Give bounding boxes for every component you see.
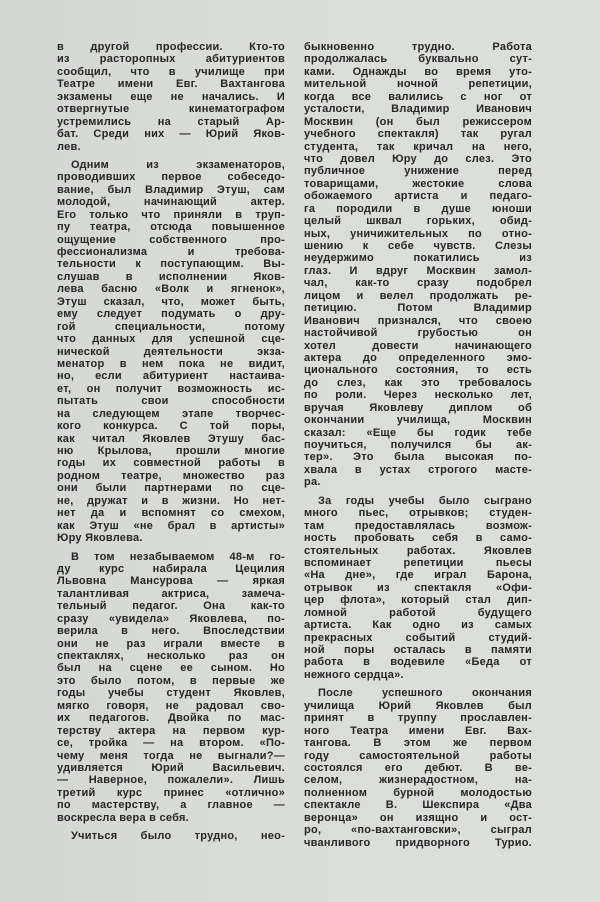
text-line: стоятельных работах. Яковлев <box>304 544 532 557</box>
text-line: глаз. И вдруг Москвин замол- <box>304 264 532 277</box>
text-line: чал, как-то сразу подобрел <box>304 277 532 290</box>
text-line: до слез, как это требовалось <box>304 376 532 389</box>
text-line: усталости, Владимир Иванович <box>304 103 532 116</box>
text-line: Москвин (он был режиссером <box>304 115 532 128</box>
text-line: нежного сердца». <box>304 668 404 681</box>
text-line: был на сцене ее сыном. Но <box>57 662 285 675</box>
text-line: что данных для успешной сце- <box>57 333 285 346</box>
text-line: тельный педагог. Она как-то <box>57 600 285 613</box>
text-line: ных, уничижительных по отно- <box>304 227 532 240</box>
text-line: состоялся его дебют. В ве- <box>304 761 532 774</box>
text-line: ему следует подумать о дру- <box>57 308 285 321</box>
text-line: нической деятельности экза- <box>57 345 285 358</box>
text-line: ра. <box>304 476 321 489</box>
text-line: гой специальности, потому <box>57 320 285 333</box>
text-line: родном театре, множество раз <box>57 469 285 482</box>
text-line: пытать свои способности <box>57 395 285 408</box>
text-line: работа в водевиле «Беда от <box>304 656 532 669</box>
text-line: бат. Среди них — Юрий Яков- <box>57 128 285 141</box>
text-line: ет, он получит возможность ис- <box>57 382 285 395</box>
text-line: За годы учебы было сыграно <box>318 494 532 507</box>
text-line: Юру Яковлева. <box>57 532 143 545</box>
text-line: ность пробовать себя в само- <box>304 532 532 545</box>
text-line: ного Театра имени Евг. Вах- <box>304 724 532 737</box>
text-line: Учиться было трудно, нео- <box>71 830 285 843</box>
text-line: актера до определенного эмо- <box>304 351 532 364</box>
text-line: не, дружат и в жизни. Но нет- <box>57 494 285 507</box>
paragraph <box>57 41 285 153</box>
text-line: быкновенно трудно. Работа <box>304 41 532 53</box>
text-line: много пьес, отрывков; студен- <box>304 507 532 520</box>
text-line: это было потом, в первые же <box>57 674 285 687</box>
text-line: Одним из экзаменаторов, <box>71 158 285 171</box>
text-line: отвергнутые кинематографом <box>57 103 285 116</box>
text-line: годы их совместной работы в <box>57 457 285 470</box>
paragraph <box>57 159 285 545</box>
text-line: отрывок из спектакля «Офи- <box>304 581 532 594</box>
text-line: что довел Юру до слез. Это <box>304 152 532 165</box>
text-line: нет да и вспомнят со смехом, <box>57 507 285 520</box>
text-line: там предоставлялась возмож- <box>304 519 532 532</box>
paragraph <box>57 830 285 842</box>
text-line: Этуш сказал, что, может быть, <box>57 295 285 308</box>
text-line: ной поры осталась в памяти <box>304 644 532 656</box>
text-line: проводивших первое собеседо- <box>57 171 285 184</box>
text-line: их педагогов. Двойка по мас- <box>57 712 285 725</box>
text-line: воскресла вера в себя. <box>57 811 189 824</box>
text-line: спектаклях, несколько раз он <box>57 650 285 662</box>
text-line: тельности к поступающим. Вы- <box>57 258 285 271</box>
paragraph <box>304 495 532 682</box>
text-line: целый шквал горьких, обид- <box>304 215 532 228</box>
text-line: веронца» он изящно и ост- <box>304 811 532 824</box>
text-line: продолжалась буквально сут- <box>304 53 532 66</box>
paragraph <box>304 687 532 849</box>
text-line: вспоминает репетиции пьесы <box>304 556 532 569</box>
text-line: верила в него. Впоследствии <box>57 625 285 638</box>
text-line: настойчивой грубостью он <box>304 327 532 340</box>
text-line: лев. <box>57 140 81 153</box>
text-line: После успешного окончания <box>318 687 532 700</box>
text-line: тер». Это была высокая по- <box>304 451 532 464</box>
text-line: устремились на старый Ар- <box>57 115 285 128</box>
text-line: хвала в устах строгого масте- <box>304 463 532 476</box>
text-line: окончании училища, Москвин <box>304 414 532 427</box>
text-line: ками. Однажды во время уто- <box>304 65 532 78</box>
text-line: лева басню «Волк и ягненок», <box>57 283 285 296</box>
text-line: Львовна Мансурова — яркая <box>57 575 285 588</box>
text-line: селом, жизнерадостном, на- <box>304 774 532 787</box>
text-line: учебного спектакля) так ругал <box>304 128 532 141</box>
text-line: талантливая актриса, замеча- <box>57 587 285 600</box>
text-line: петицию. Потом Владимир <box>304 302 532 315</box>
paragraph <box>304 41 532 489</box>
text-line: Его только что приняли в труп- <box>57 208 285 221</box>
text-line: полненном бурной молодостью <box>304 786 532 799</box>
text-line: как читал Яковлев Этушу бас- <box>57 432 285 445</box>
text-line: чванливого придворного Турио. <box>304 836 532 849</box>
text-line: ломной работой будущего <box>304 606 532 619</box>
text-line: по роли. Через несколько лет, <box>304 389 532 402</box>
text-line: ро, «по-вахтанговски», сыграл <box>304 824 532 837</box>
text-line: менатор в нем пока не видит, <box>57 357 285 370</box>
text-line: обожаемого артиста и педаго- <box>304 190 532 203</box>
text-line: ощущение собственного про- <box>57 233 285 246</box>
text-line: по мастерству, а главное — <box>57 799 285 812</box>
text-line: как Этуш «не брал в артисты» <box>57 519 285 532</box>
text-line: терству актера на первом кур- <box>57 724 285 737</box>
text-line: лицом и велел продолжать ре- <box>304 289 532 302</box>
text-line: кого конкурса. С той поры, <box>57 420 285 433</box>
paragraph <box>57 551 285 825</box>
text-line: В том незабываемом 48-м го- <box>71 550 285 563</box>
text-line: вручая Яковлеву диплом об <box>304 401 532 414</box>
text-line: из расторопных абитуриентов <box>57 53 285 66</box>
text-line: поучиться, получился бы ак- <box>304 439 532 451</box>
text-line: тангова. В этом же первом <box>304 737 532 750</box>
text-line: когда все валились с ног от <box>304 90 532 103</box>
text-line: Театре имени Евг. Вахтангова <box>57 78 285 91</box>
text-line: ционального состояния, то есть <box>304 364 532 377</box>
text-line: цер флота», который стал дип- <box>304 594 532 607</box>
text-line: сказал: «Еще бы годик тебе <box>304 426 532 439</box>
text-line: Иванович признался, что своею <box>304 314 532 327</box>
text-column-left <box>57 41 285 849</box>
text-line: сообщил, что в училище при <box>57 65 285 78</box>
text-line: молодой, начинающий актер. <box>57 196 285 209</box>
text-line: студента, так кричал на него, <box>304 140 532 153</box>
text-line: фессионализма и требова- <box>57 246 285 258</box>
text-line: вание, был Владимир Этуш, сам <box>57 183 285 196</box>
text-line: — Наверное, пожалели». Лишь <box>57 774 285 787</box>
text-line: пу театра, отсюда повышенное <box>57 221 285 234</box>
text-line: публичное унижение перед <box>304 165 532 178</box>
text-line: в другой профессии. Кто-то <box>57 41 285 53</box>
text-line: ду курс набирала Цецилия <box>57 562 285 575</box>
text-line: они не раз играли вместе в <box>57 637 285 650</box>
text-line: га породили в душе юноши <box>304 202 532 215</box>
text-line: слушав в исполнении Яков- <box>57 270 285 283</box>
text-line: экзамены еще не начались. И <box>57 90 285 103</box>
text-line: се, тройка — на втором. «По- <box>57 737 285 750</box>
text-line: мительной ночной репетиции, <box>304 78 532 91</box>
text-line: году самостоятельной работы <box>304 749 532 762</box>
text-line: мягко говоря, не радовал сво- <box>57 699 285 712</box>
text-line: на следующем этапе творчес- <box>57 407 285 420</box>
text-line: но, если абитуриент настаива- <box>57 370 285 383</box>
text-line: «На дне», где играл Барона, <box>304 569 532 582</box>
text-line: удивляется Юрий Васильевич. <box>57 761 285 774</box>
text-column-right <box>304 41 532 855</box>
text-line: артиста. Как одно из самых <box>304 619 532 632</box>
text-line: шению к себе чувств. Слезы <box>304 240 532 252</box>
text-line: прекрасных событий студий- <box>304 631 532 644</box>
text-line: ню Крылова, прошли многие <box>57 445 285 457</box>
text-line: товарищами, жестокие слова <box>304 177 532 190</box>
text-line: принят в труппу прославлен- <box>304 712 532 725</box>
text-line: годы учебы студент Яковлев, <box>57 687 285 700</box>
text-line: чему меня тогда не выгнали?— <box>57 749 285 762</box>
text-line: училища Юрий Яковлев был <box>304 699 532 712</box>
text-line: третий курс принес «отлично» <box>57 786 285 799</box>
text-line: хотел довести начинающего <box>304 339 532 352</box>
text-line: они были партнерами по сце- <box>57 482 285 495</box>
text-line: сразу «увидела» Яковлева, по- <box>57 612 285 625</box>
text-line: спектакле В. Шекспира «Два <box>304 799 532 812</box>
text-line: неудержимо покатились из <box>304 252 532 265</box>
